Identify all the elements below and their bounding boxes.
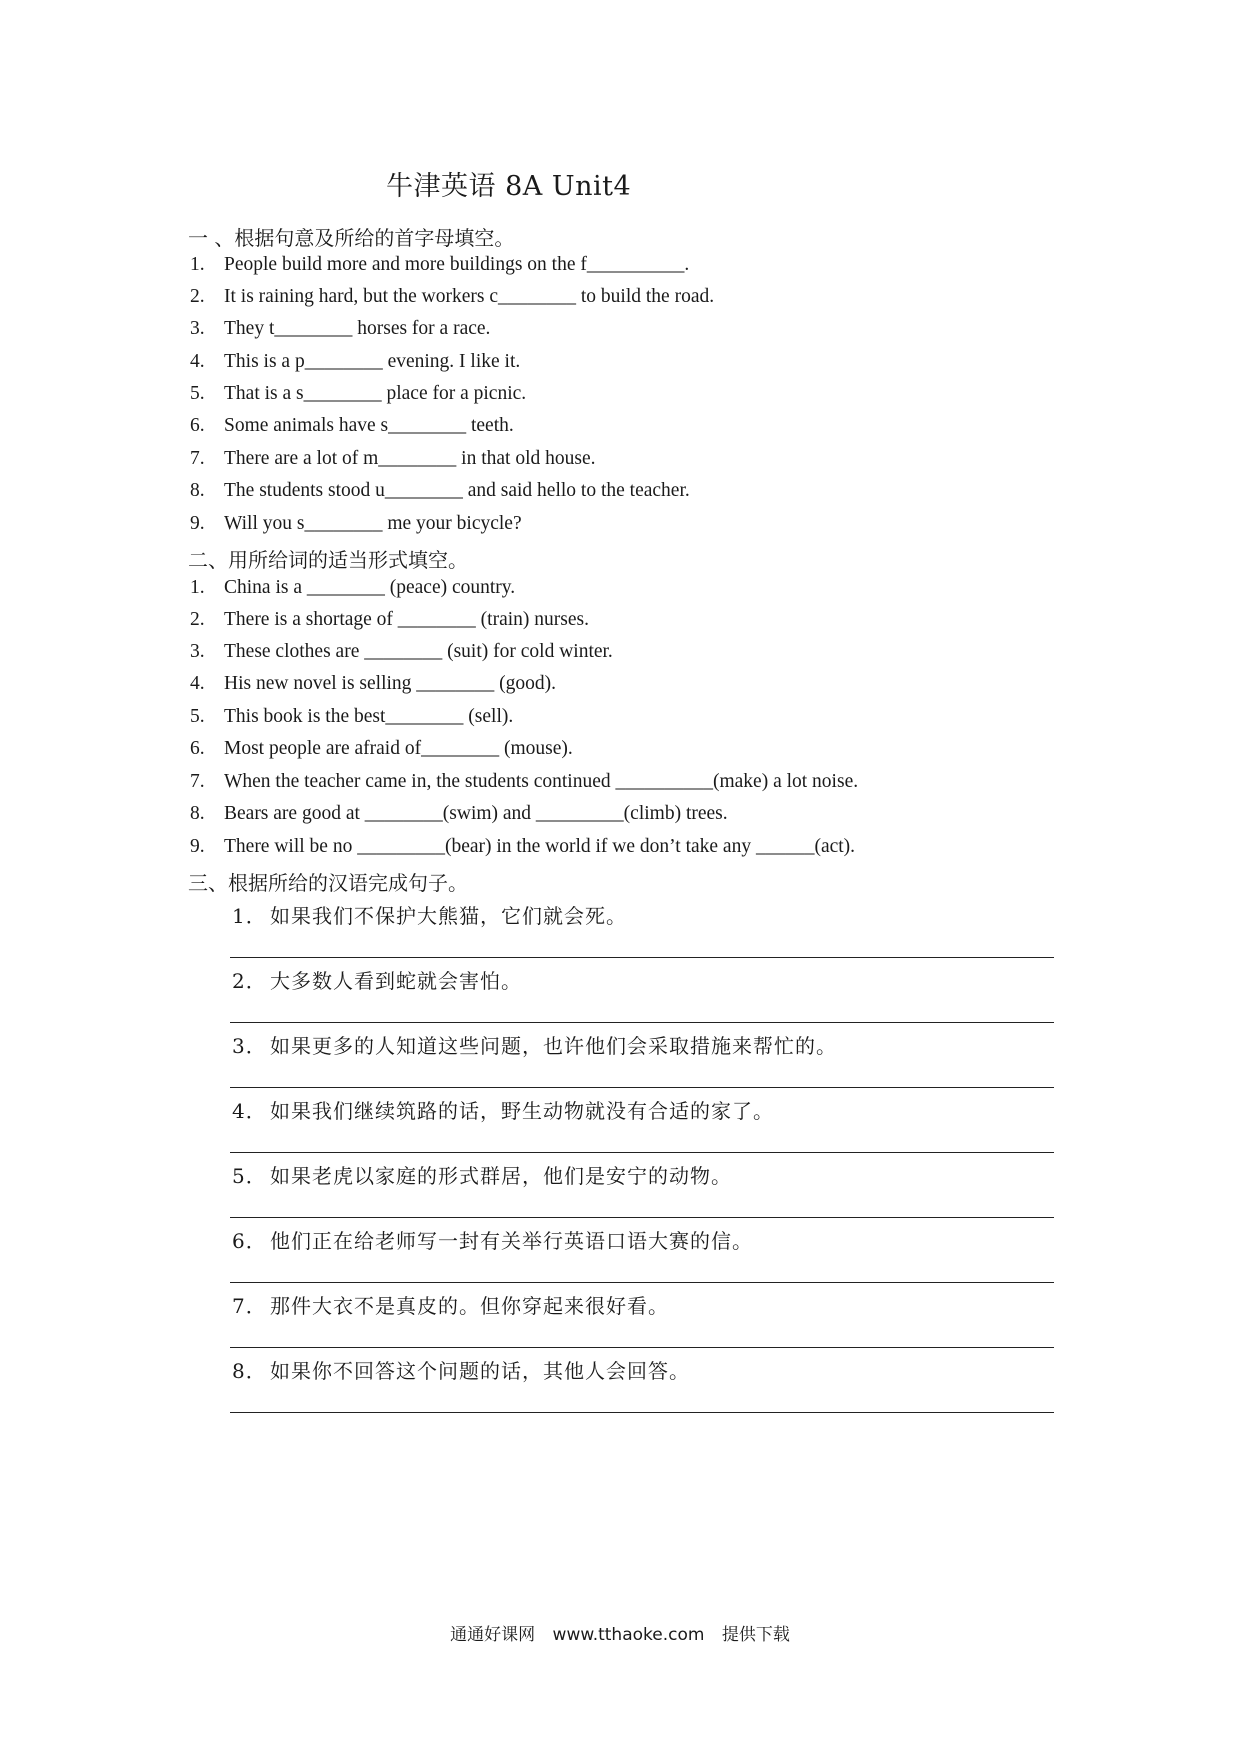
footer-suffix: 提供下载	[721, 1625, 790, 1645]
section-3-prompt	[232, 965, 522, 994]
footer	[0, 1620, 1240, 1645]
section-2-question	[190, 738, 573, 760]
question-text: This book is the best________ (sell).	[224, 706, 514, 727]
question-number: 9.	[190, 513, 205, 534]
prompt-number: 4．	[232, 1099, 267, 1123]
question-number: 5.	[190, 706, 205, 727]
prompt-number: 3．	[232, 1034, 267, 1058]
prompt-text: 如果你不回答这个问题的话，其他人会回答。	[270, 1359, 690, 1383]
question-text: The students stood u________ and said hello to the teacher.	[224, 480, 690, 501]
question-number: 2.	[190, 286, 205, 307]
section-3-prompt	[232, 1095, 774, 1124]
question-number: 3.	[190, 641, 205, 662]
question-text: There will be no _________(bear) in the world if we don’t take any ______(act).	[224, 836, 856, 857]
question-text: That is a s________ place for a picnic.	[224, 383, 527, 404]
section-1-question	[190, 415, 514, 437]
section-3-heading: 三、根据所给的汉语完成句子。	[188, 871, 468, 895]
answer-line	[230, 1347, 1054, 1348]
answer-line	[230, 1152, 1054, 1153]
question-number: 4.	[190, 351, 205, 372]
prompt-number: 5．	[232, 1164, 267, 1188]
question-text: Some animals have s________ teeth.	[224, 415, 514, 436]
page-title: 牛津英语 8A Unit4	[386, 171, 632, 202]
prompt-number: 6．	[232, 1229, 267, 1253]
section-2-question	[190, 803, 728, 825]
question-text: There are a lot of m________ in that old house.	[224, 448, 596, 469]
section-1-question	[190, 351, 520, 373]
answer-line	[230, 1282, 1054, 1283]
section-2-question	[190, 771, 858, 793]
section-3-prompt	[232, 1290, 669, 1319]
section-1-question	[190, 383, 526, 405]
question-text: They t________ horses for a race.	[224, 318, 491, 339]
question-text: These clothes are ________ (suit) for cold winter.	[224, 641, 613, 662]
prompt-text: 大多数人看到蛇就会害怕。	[270, 969, 522, 993]
section-1-question	[190, 448, 596, 470]
question-number: 6.	[190, 415, 205, 436]
question-text: Will you s________ me your bicycle?	[224, 513, 522, 534]
question-text: His new novel is selling ________ (good).	[224, 673, 557, 694]
question-number: 5.	[190, 383, 205, 404]
question-number: 9.	[190, 836, 205, 857]
section-2-question	[190, 641, 613, 663]
answer-line	[230, 1412, 1054, 1413]
question-number: 3.	[190, 318, 205, 339]
prompt-number: 7．	[232, 1294, 267, 1318]
prompt-number: 1．	[232, 904, 267, 928]
question-number: 8.	[190, 803, 205, 824]
section-1-question	[190, 513, 522, 535]
question-text: When the teacher came in, the students continued __________(make) a lot noise.	[224, 771, 859, 792]
prompt-text: 如果老虎以家庭的形式群居，他们是安宁的动物。	[270, 1164, 732, 1188]
answer-line	[230, 1022, 1054, 1023]
footer-url[interactable]: www.tthaoke.com	[552, 1625, 705, 1645]
question-number: 2.	[190, 609, 205, 630]
answer-line	[230, 1087, 1054, 1088]
question-text: China is a ________ (peace) country.	[224, 577, 516, 598]
question-text: Most people are afraid of________ (mouse).	[224, 738, 573, 759]
question-number: 1.	[190, 254, 205, 275]
section-3-prompt	[232, 1160, 732, 1189]
answer-line	[230, 1217, 1054, 1218]
question-number: 8.	[190, 480, 205, 501]
question-text: This is a p________ evening. I like it.	[224, 351, 521, 372]
prompt-text: 如果我们继续筑路的话，野生动物就没有合适的家了。	[270, 1099, 774, 1123]
section-1-question	[190, 318, 490, 340]
section-3-prompt	[232, 900, 627, 929]
question-text: It is raining hard, but the workers c________ to build the road.	[224, 286, 715, 307]
section-2-question	[190, 836, 855, 858]
question-text: People build more and more buildings on the f__________.	[224, 254, 690, 275]
answer-line	[230, 957, 1054, 958]
question-number: 7.	[190, 771, 205, 792]
prompt-text: 如果更多的人知道这些问题，也许他们会采取措施来帮忙的。	[270, 1034, 837, 1058]
section-3-prompt	[232, 1030, 837, 1059]
question-number: 1.	[190, 577, 205, 598]
section-2-question	[190, 706, 513, 728]
question-number: 7.	[190, 448, 205, 469]
section-3-prompt	[232, 1225, 753, 1254]
section-1-question	[190, 480, 690, 502]
section-1-heading: 一 、根据句意及所给的首字母填空。	[188, 226, 515, 250]
question-number: 4.	[190, 673, 205, 694]
section-2-question	[190, 577, 515, 599]
question-text: Bears are good at ________(swim) and _________(climb) trees.	[224, 803, 728, 824]
prompt-text: 如果我们不保护大熊猫，它们就会死。	[270, 904, 627, 928]
footer-site-name: 通通好课网	[450, 1625, 536, 1645]
section-2-heading: 二、用所给词的适当形式填空。	[188, 548, 468, 572]
section-1-question	[190, 286, 714, 308]
prompt-text: 那件大衣不是真皮的。但你穿起来很好看。	[270, 1294, 669, 1318]
section-2-question	[190, 673, 556, 695]
prompt-number: 2．	[232, 969, 267, 993]
prompt-text: 他们正在给老师写一封有关举行英语口语大赛的信。	[270, 1229, 753, 1253]
prompt-number: 8．	[232, 1359, 267, 1383]
section-3-prompt	[232, 1355, 690, 1384]
section-1-question	[190, 254, 689, 276]
question-number: 6.	[190, 738, 205, 759]
section-2-question	[190, 609, 589, 631]
question-text: There is a shortage of ________ (train) nurses.	[224, 609, 589, 630]
